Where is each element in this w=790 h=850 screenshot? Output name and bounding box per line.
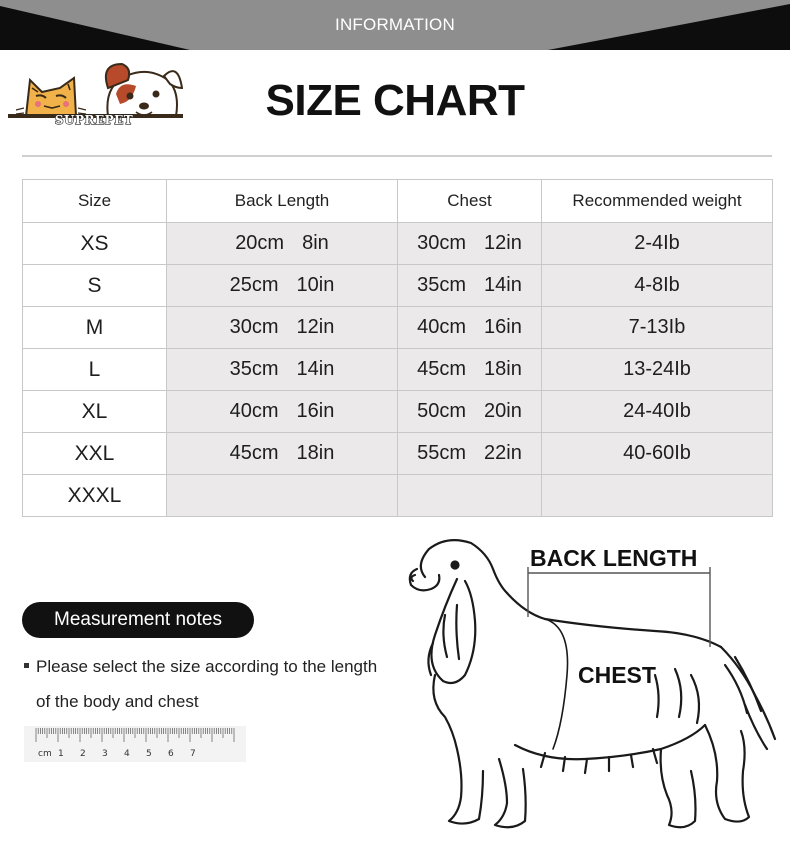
chest-cell-in: 14in	[484, 274, 522, 296]
back-length-cell-cm: 40cm	[229, 400, 279, 422]
dog-icon	[106, 64, 182, 116]
chest-cell	[398, 349, 542, 391]
chest-cell-cm: 55cm	[417, 442, 467, 464]
header-banner	[0, 0, 790, 50]
weight-cell	[542, 475, 773, 517]
ruler-mark: 5	[146, 749, 152, 759]
weight-cell: 40-60Ib	[542, 433, 773, 475]
back-length-cell	[167, 391, 398, 433]
chest-cell	[398, 433, 542, 475]
back-length-cell-cm: 25cm	[229, 274, 279, 296]
ruler-mark: 4	[124, 749, 130, 759]
back-length-cell	[167, 475, 398, 517]
back-length-cell-cm: 45cm	[229, 442, 279, 464]
table-row	[23, 475, 773, 517]
back-length-cell-in: 8in	[302, 232, 329, 254]
chest-cell-in: 22in	[484, 442, 522, 464]
notes-text-line1	[24, 657, 377, 677]
back-length-cell	[167, 307, 398, 349]
weight-cell: 4-8Ib	[542, 265, 773, 307]
chest-cell-in: 20in	[484, 400, 522, 422]
ruler-unit: cm	[38, 749, 52, 759]
divider	[22, 155, 772, 157]
chest-label: CHEST	[578, 662, 656, 688]
header-recommended-weight: Recommended weight	[542, 180, 773, 223]
back-length-cell-cm: 30cm	[229, 316, 279, 338]
weight-cell: 2-4Ib	[542, 223, 773, 265]
back-length-cell-in: 12in	[296, 316, 335, 338]
notes-text-line2: of the body and chest	[36, 692, 199, 711]
back-length-cell	[167, 433, 398, 475]
weight-cell: 13-24Ib	[542, 349, 773, 391]
ruler-mark: 7	[190, 749, 196, 759]
chest-cell	[398, 475, 542, 517]
back-length-cell	[167, 265, 398, 307]
ruler-mark: 6	[168, 749, 174, 759]
chest-cell-in: 16in	[484, 316, 522, 338]
chest-cell-cm: 30cm	[417, 232, 467, 254]
chest-cell-in: 18in	[484, 358, 522, 380]
size-cell: M	[23, 307, 167, 349]
size-cell: XS	[23, 223, 167, 265]
table-row	[23, 433, 773, 475]
table-row	[23, 391, 773, 433]
chest-cell-cm: 45cm	[417, 358, 467, 380]
chest-cell-in: 12in	[484, 232, 522, 254]
header-back-length: Back Length	[167, 180, 398, 223]
size-table	[22, 179, 773, 517]
measurement-notes-label: Measurement notes	[22, 602, 254, 638]
size-cell: S	[23, 265, 167, 307]
ruler-mark: 1	[58, 749, 64, 759]
chest-cell-cm: 40cm	[417, 316, 467, 338]
chest-cell	[398, 307, 542, 349]
back-length-cell-in: 16in	[296, 400, 335, 422]
notes-text: Please select the size according to the length	[36, 657, 378, 676]
weight-cell: 7-13Ib	[542, 307, 773, 349]
chest-cell	[398, 391, 542, 433]
table-row	[23, 307, 773, 349]
table-header-row	[23, 180, 773, 223]
banner-title: INFORMATION	[335, 15, 455, 34]
weight-cell: 24-40Ib	[542, 391, 773, 433]
cat-icon	[16, 78, 86, 116]
ruler-icon	[24, 726, 246, 762]
bullet-icon	[24, 663, 29, 668]
chest-cell	[398, 223, 542, 265]
table-row	[23, 349, 773, 391]
chest-cell	[398, 265, 542, 307]
chest-cell-cm: 35cm	[417, 274, 467, 296]
ruler-mark: 2	[80, 749, 86, 759]
brand-name: SUPREPET	[54, 113, 134, 127]
back-length-label: BACK LENGTH	[530, 545, 698, 571]
page-title: SIZE CHART	[265, 76, 525, 125]
table-row	[23, 223, 773, 265]
back-length-cell	[167, 349, 398, 391]
chest-cell-cm: 50cm	[417, 400, 467, 422]
size-cell: L	[23, 349, 167, 391]
back-length-cell-cm: 20cm	[235, 232, 285, 254]
size-cell: XL	[23, 391, 167, 433]
ruler-mark: 3	[102, 749, 108, 759]
size-cell: XXXL	[23, 475, 167, 517]
back-length-cell-in: 10in	[296, 274, 335, 296]
header-chest: Chest	[398, 180, 542, 223]
back-length-cell	[167, 223, 398, 265]
back-length-cell-cm: 35cm	[229, 358, 279, 380]
size-cell: XXL	[23, 433, 167, 475]
table-row	[23, 265, 773, 307]
back-length-cell-in: 14in	[296, 358, 335, 380]
header-size: Size	[23, 180, 167, 223]
back-length-cell-in: 18in	[296, 442, 335, 464]
